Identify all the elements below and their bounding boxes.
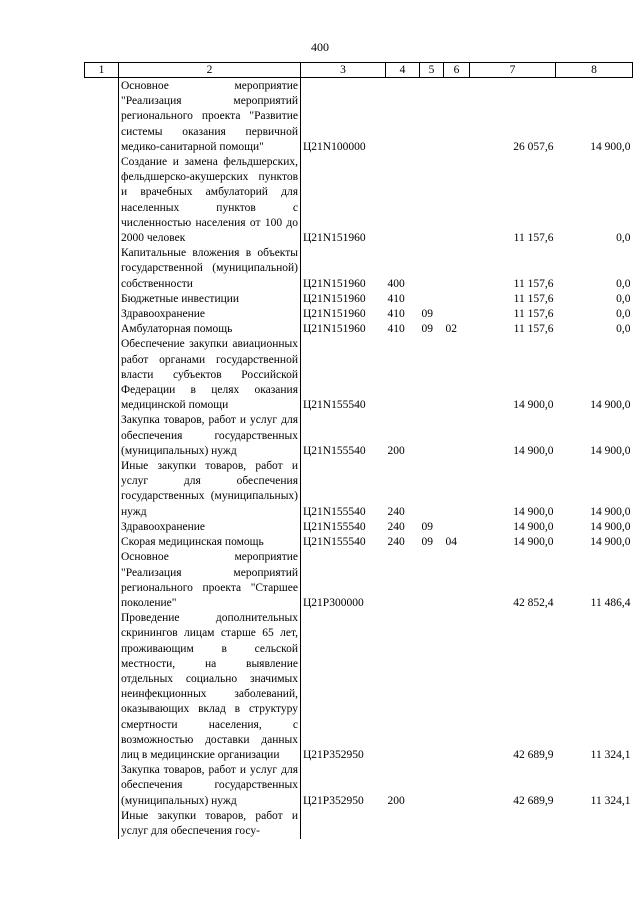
row-number-cell xyxy=(85,78,119,156)
section-cell: 09 xyxy=(421,308,433,321)
expense-type-cell: 400 xyxy=(387,277,405,290)
item-name-cell: Здравоохранение xyxy=(119,520,301,535)
table-row xyxy=(85,337,633,413)
item-name-cell: Амбулаторная помощь xyxy=(119,322,301,337)
amount-2-cell: 14 900,0 xyxy=(590,520,631,533)
amount-2-cell: 14 900,0 xyxy=(590,536,631,549)
table-header-row xyxy=(85,63,633,78)
section-cell xyxy=(420,292,444,307)
item-name-cell: Основное мероприятие "Реализация мероприятий регионального проекта "Развитие системы оказания первичной медико-санитарной помощи" xyxy=(119,78,301,156)
section-cell xyxy=(420,246,444,292)
target-code-cell: Ц21N155540 xyxy=(303,444,366,457)
item-name-cell: Здравоохранение xyxy=(119,307,301,322)
target-code-cell: Ц21N155540 xyxy=(303,505,366,518)
target-code-cell: Ц21N151960 xyxy=(303,232,366,245)
subsection-cell xyxy=(444,809,470,839)
expense-type-cell xyxy=(386,611,420,763)
table-row xyxy=(85,535,633,550)
expense-type-cell: 410 xyxy=(387,292,405,305)
item-name-cell: Скорая медицинская помощь xyxy=(119,535,301,550)
expense-type-cell xyxy=(386,337,420,413)
section-cell: 09 xyxy=(421,520,433,533)
column-header: 1 xyxy=(85,63,119,78)
target-code-cell: Ц21P300000 xyxy=(303,596,364,609)
target-code-cell: Ц21N151960 xyxy=(303,323,366,336)
subsection-cell: 02 xyxy=(445,323,457,336)
amount-1-cell: 42 852,4 xyxy=(513,596,554,609)
amount-1-cell: 11 157,6 xyxy=(513,323,554,336)
table-row xyxy=(85,520,633,535)
amount-1-cell: 14 900,0 xyxy=(513,505,554,518)
row-number-cell xyxy=(85,337,119,413)
table-body xyxy=(85,78,633,840)
subsection-cell xyxy=(444,763,470,809)
item-name-cell: Закупка товаров, работ и услуг для обеспечения государственных (муниципальных) нужд xyxy=(119,763,301,809)
target-code-cell: Ц21N155540 xyxy=(303,520,366,533)
amount-2-cell: 14 900,0 xyxy=(590,505,631,518)
table-row xyxy=(85,809,633,839)
subsection-cell xyxy=(444,78,470,156)
target-code-cell xyxy=(301,809,386,839)
section-cell: 09 xyxy=(421,323,433,336)
subsection-cell xyxy=(444,611,470,763)
amount-2-cell: 11 324,1 xyxy=(590,794,631,807)
table-row xyxy=(85,763,633,809)
expense-type-cell: 410 xyxy=(387,323,405,336)
table-row xyxy=(85,246,633,292)
section-cell xyxy=(420,550,444,611)
expense-type-cell xyxy=(386,155,420,246)
subsection-cell xyxy=(444,550,470,611)
target-code-cell: Ц21P352950 xyxy=(303,794,364,807)
target-code-cell: Ц21N151960 xyxy=(303,308,366,321)
row-number-cell xyxy=(85,535,119,550)
expense-type-cell: 240 xyxy=(387,505,405,518)
amount-2-cell: 0,0 xyxy=(616,292,631,305)
amount-1-cell: 14 900,0 xyxy=(513,444,554,457)
subsection-cell xyxy=(444,337,470,413)
row-number-cell xyxy=(85,413,119,459)
column-header: 6 xyxy=(444,63,470,78)
column-header: 7 xyxy=(470,63,556,78)
amount-2-cell: 11 324,1 xyxy=(590,748,631,761)
row-number-cell xyxy=(85,520,119,535)
item-name-cell: Обеспечение закупки авиационных работ органами государственной власти субъектов Российской Федерации в целях оказания медицинской помощи xyxy=(119,337,301,413)
row-number-cell xyxy=(85,763,119,809)
amount-1-cell: 42 689,9 xyxy=(513,748,554,761)
table-row xyxy=(85,78,633,156)
row-number-cell xyxy=(85,809,119,839)
section-cell xyxy=(420,78,444,156)
column-header: 5 xyxy=(420,63,444,78)
section-cell xyxy=(420,459,444,520)
item-name-cell: Капитальные вложения в объекты государственной (муниципальной) собственности xyxy=(119,246,301,292)
target-code-cell: Ц21N151960 xyxy=(303,292,366,305)
target-code-cell: Ц21N151960 xyxy=(303,277,366,290)
amount-2-cell: 0,0 xyxy=(616,232,631,245)
section-cell xyxy=(420,155,444,246)
row-number-cell xyxy=(85,550,119,611)
row-number-cell xyxy=(85,322,119,337)
table-row xyxy=(85,413,633,459)
section-cell xyxy=(420,337,444,413)
amount-1-cell: 26 057,6 xyxy=(513,140,554,153)
target-code-cell: Ц21N155540 xyxy=(303,399,366,412)
table-row xyxy=(85,155,633,246)
amount-2-cell: 0,0 xyxy=(616,323,631,336)
table-row xyxy=(85,459,633,520)
amount-1-cell: 42 689,9 xyxy=(513,794,554,807)
column-header: 2 xyxy=(119,63,301,78)
subsection-cell xyxy=(444,413,470,459)
section-cell: 09 xyxy=(421,536,433,549)
item-name-cell: Бюджетные инвестиции xyxy=(119,292,301,307)
section-cell xyxy=(420,763,444,809)
amount-2-cell: 14 900,0 xyxy=(590,444,631,457)
amount-2-cell xyxy=(556,809,633,839)
row-number-cell xyxy=(85,459,119,520)
expense-type-cell: 410 xyxy=(387,308,405,321)
expense-type-cell xyxy=(386,550,420,611)
table-row xyxy=(85,322,633,337)
table-row xyxy=(85,307,633,322)
expense-type-cell xyxy=(386,809,420,839)
item-name-cell: Создание и замена фельдшерских, фельдшерско-акушерских пунктов и врачебных амбулаторий для населенных пунктов с численностью населения от 100 до 2000 человек xyxy=(119,155,301,246)
subsection-cell xyxy=(444,307,470,322)
column-header: 8 xyxy=(556,63,633,78)
amount-1-cell: 14 900,0 xyxy=(513,536,554,549)
item-name-cell: Основное мероприятие "Реализация мероприятий регионального проекта "Старшее поколение" xyxy=(119,550,301,611)
expense-type-cell: 200 xyxy=(387,444,405,457)
table-row xyxy=(85,611,633,763)
item-name-cell: Проведение дополнительных скринингов лицам старше 65 лет, проживающим в сельской местности, на выявление отдельных социально значимых неинфекционных заболеваний, оказывающих вклад в структуру смертности населения, с возможностью доставки данных лиц в медицинские организации xyxy=(119,611,301,763)
amount-1-cell: 14 900,0 xyxy=(513,520,554,533)
target-code-cell: Ц21N155540 xyxy=(303,536,366,549)
section-cell xyxy=(420,809,444,839)
item-name-cell: Иные закупки товаров, работ и услуг для обеспечения госу- xyxy=(119,809,301,839)
amount-2-cell: 0,0 xyxy=(616,277,631,290)
subsection-cell xyxy=(444,246,470,292)
page-number: 400 xyxy=(311,40,329,54)
item-name-cell: Иные закупки товаров, работ и услуг для обеспечения государственных (муниципальных) нужд xyxy=(119,459,301,520)
row-number-cell xyxy=(85,155,119,246)
expense-type-cell xyxy=(386,78,420,156)
subsection-cell xyxy=(444,292,470,307)
section-cell xyxy=(420,611,444,763)
row-number-cell xyxy=(85,246,119,292)
amount-2-cell: 11 486,4 xyxy=(590,596,631,609)
expense-type-cell: 240 xyxy=(387,536,405,549)
subsection-cell xyxy=(444,155,470,246)
expense-type-cell: 240 xyxy=(387,520,405,533)
target-code-cell: Ц21N100000 xyxy=(303,140,366,153)
amount-1-cell xyxy=(470,809,556,839)
expense-type-cell: 200 xyxy=(387,794,405,807)
table-row xyxy=(85,550,633,611)
amount-1-cell: 14 900,0 xyxy=(513,399,554,412)
subsection-cell xyxy=(444,459,470,520)
target-code-cell: Ц21P352950 xyxy=(303,748,364,761)
row-number-cell xyxy=(85,292,119,307)
table-row xyxy=(85,292,633,307)
column-header: 4 xyxy=(386,63,420,78)
amount-2-cell: 14 900,0 xyxy=(590,140,631,153)
subsection-cell: 04 xyxy=(445,536,457,549)
column-header: 3 xyxy=(301,63,386,78)
amount-2-cell: 14 900,0 xyxy=(590,399,631,412)
amount-1-cell: 11 157,6 xyxy=(513,308,554,321)
item-name-cell: Закупка товаров, работ и услуг для обеспечения государственных (муниципальных) нужд xyxy=(119,413,301,459)
amount-1-cell: 11 157,6 xyxy=(513,292,554,305)
section-cell xyxy=(420,413,444,459)
row-number-cell xyxy=(85,307,119,322)
row-number-cell xyxy=(85,611,119,763)
subsection-cell xyxy=(444,520,470,535)
amount-1-cell: 11 157,6 xyxy=(513,277,554,290)
budget-table xyxy=(84,62,633,839)
amount-2-cell: 0,0 xyxy=(616,308,631,321)
amount-1-cell: 11 157,6 xyxy=(513,232,554,245)
